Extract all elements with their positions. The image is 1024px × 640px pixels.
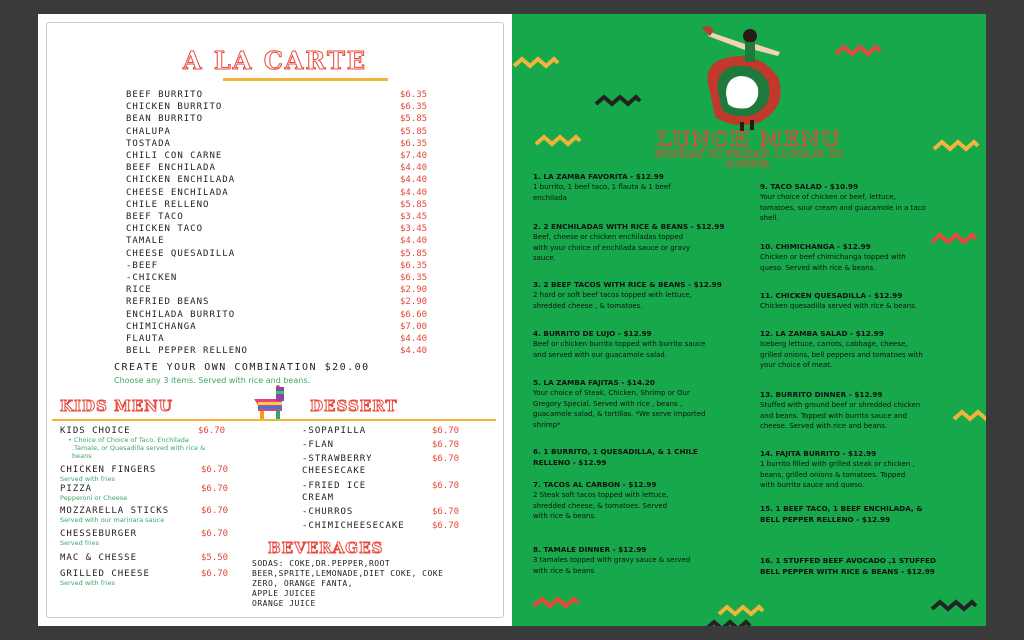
- kids-item-name: CHESSEBURGER: [60, 529, 138, 539]
- title-underline: [223, 78, 388, 81]
- dessert-item-price: $6.70: [432, 440, 460, 450]
- lunch-item-description: shredded cheese , & tomatoes.: [533, 301, 643, 310]
- beverage-line: APPLE JUICEE: [252, 589, 316, 598]
- dessert-item-price: $6.70: [432, 426, 460, 436]
- kids-item-note: Served with fries: [60, 579, 115, 587]
- menu-item-price: $4.40: [400, 346, 428, 357]
- beverage-line: BEER,SPRITE,LEMONADE,DIET COKE, COKE: [252, 569, 444, 578]
- menu-item-name: -CHICKEN: [126, 273, 178, 283]
- lunch-item-description: shredded cheese, & tomatoes. Served: [533, 501, 668, 510]
- lunch-item-description: with burrito sauce and queso.: [760, 481, 865, 489]
- lunch-item-description: shrimp*: [533, 420, 561, 429]
- lunch-item-description: Iceberg lettuce, carrots, cabbage, cheese,: [760, 340, 908, 348]
- lunch-item-heading: 11. CHICKEN QUESADILLA - $12.99: [760, 291, 903, 300]
- menu-item-name: CHILE RELLENO: [126, 199, 210, 210]
- menu-item-price: $7.40: [400, 151, 428, 161]
- lunch-menu-title: LUNCH MENU: [657, 127, 841, 151]
- menu-item-price: $6.35: [400, 260, 428, 271]
- dessert-item-name-line2: CREAM: [302, 493, 335, 503]
- lunch-item-description: enchilada: [533, 193, 567, 202]
- menu-item-name: RICE: [126, 285, 152, 296]
- lunch-item-heading: 9. TACO SALAD - $10.99: [760, 182, 859, 191]
- beverage-line: ORANGE JUICE: [252, 599, 316, 608]
- lunch-item-description: your choice of meat.: [760, 361, 833, 369]
- kids-item-note: Served fries: [60, 539, 99, 547]
- lunch-item-description: 3 tamales topped with gravy sauce & served: [533, 556, 691, 564]
- menu-item-price: $6.60: [400, 309, 428, 320]
- menu-item-price: $6.35: [400, 273, 428, 283]
- lunch-item-description: and served with our guacamole salad.: [533, 350, 667, 359]
- lunch-item-description: with rice & beans.: [533, 512, 597, 520]
- dessert-item-name: -CHIMICHEESECAKE: [302, 521, 405, 531]
- menu-item-name: CHALUPA: [126, 126, 171, 137]
- menu-item-name: CHICKEN TACO: [126, 224, 204, 235]
- menu-item-name: FLAUTA: [126, 334, 165, 344]
- zigzag-icon: [952, 409, 986, 423]
- lunch-item-heading: 2. 2 ENCHILADAS WITH RICE & BEANS - $12.99: [533, 222, 725, 231]
- lunch-item-heading: 15. 1 BEEF TACO, 1 BEEF ENCHILADA, &: [760, 504, 923, 513]
- lunch-hours-line1: MONDAY TO FRIDAY- 11:00A.M TO: [654, 149, 844, 160]
- a-la-carte-page: [38, 14, 512, 626]
- dessert-item-price: $6.70: [432, 507, 460, 517]
- lunch-item-heading: 1. LA ZAMBA FAVORITA - $12.99: [533, 172, 664, 181]
- menu-item-name: CHIMICHANGA: [126, 321, 197, 332]
- menu-item-price: $4.40: [400, 175, 428, 186]
- menu-item-price: $2.90: [400, 297, 428, 308]
- menu-item-name: CHEESE ENCHILADA: [126, 187, 229, 198]
- beverage-line: SODAS: COKE,DR.PEPPER,ROOT: [252, 559, 391, 568]
- menu-item-price: $5.85: [400, 248, 428, 259]
- menu-item-price: $5.85: [400, 199, 428, 210]
- lunch-item-description: tomatoes, sour cream and guacamole in a taco: [760, 203, 926, 212]
- dessert-item-name: -STRAWBERRY: [302, 454, 373, 464]
- zigzag-icon: [834, 44, 882, 58]
- menu-item-name: -BEEF: [126, 260, 159, 271]
- menu-item-name: BEEF ENCHILADA: [126, 163, 216, 174]
- lunch-hours-line2: 3:00P.M.: [725, 159, 773, 170]
- menu-item-name: BELL PEPPER RELLENO: [126, 346, 248, 357]
- kids-item-price: $6.70: [201, 529, 229, 539]
- kids-item-note: Served with our marinara sauce: [60, 516, 165, 524]
- zigzag-icon: [930, 232, 978, 246]
- menu-item-price: $4.40: [400, 236, 428, 247]
- beverages-title: BEVERAGES: [268, 539, 384, 557]
- menu-item-price: $2.90: [400, 285, 428, 296]
- lunch-item-description: with your choice of enchilada sauce or gravy: [533, 243, 691, 252]
- lunch-item-heading: 14. FAJITA BURRITO - $12.99: [760, 449, 877, 458]
- kids-item-note: • Choice of Choice of Taco, Enchilada: [68, 436, 189, 444]
- menu-item-name: CHEESE QUESADILLA: [126, 248, 236, 259]
- lunch-item-heading-line2: BELL PEPPER RELLENO - $12.99: [760, 515, 891, 524]
- lunch-item-description: Your choice of chicken or beef, lettuce,: [760, 193, 896, 201]
- kids-item-name: MOZZARELLA STICKS: [60, 506, 170, 516]
- kids-item-price: $6.70: [201, 484, 229, 494]
- kids-item-note: Served with fries: [60, 475, 115, 483]
- lunch-item-description: Your choice of Steak, Chicken, Shrimp or Our: [533, 389, 690, 397]
- lunch-menu-page: [512, 14, 986, 626]
- menu-item-price: $7.00: [400, 321, 428, 332]
- lunch-item-description: beans, grilled onions & tomatoes. Topped: [760, 470, 906, 479]
- kids-item-price: $6.70: [198, 426, 226, 436]
- menu-item-price: $4.40: [400, 334, 428, 344]
- menu-item-name: TOSTADA: [126, 138, 171, 149]
- lunch-item-description: 1 burrito filled with grilled steak or chicken ,: [760, 460, 915, 468]
- kids-item-price: $6.70: [201, 569, 229, 579]
- lunch-item-description: Gregory Special. Served with rice , beans ,: [533, 399, 683, 408]
- kids-item-name: GRILLED CHEESE: [60, 569, 150, 579]
- lunch-item-description: Stuffed with ground beef or shredded chicken: [760, 401, 921, 409]
- lunch-hours: [512, 150, 986, 170]
- kids-item-name: PIZZA: [60, 484, 93, 494]
- beverage-line: ZERO, ORANGE FANTA,: [252, 579, 354, 588]
- lunch-item-description: grilled onions, bell peppers and tomatoes with: [760, 350, 923, 359]
- dancer-illustration: [690, 22, 790, 134]
- section-divider: [52, 419, 496, 421]
- menu-item-name: BEEF TACO: [126, 212, 184, 222]
- zigzag-icon: [512, 56, 560, 70]
- lunch-item-description: with rice & beans: [533, 566, 595, 575]
- menu-item-name: CHICKEN BURRITO: [126, 102, 223, 113]
- menu-item-name: CHICKEN ENCHILADA: [126, 175, 236, 186]
- dessert-item-name-line2: CHEESECAKE: [302, 466, 367, 476]
- lunch-item-description: 2 hard or soft beef tacos topped with lettuce,: [533, 291, 692, 299]
- lunch-item-heading: 8. TAMALE DINNER - $12.99: [533, 545, 647, 554]
- zigzag-icon: [534, 134, 582, 148]
- dessert-item-name: -FLAN: [302, 440, 335, 450]
- lunch-item-heading: 10. CHIMICHANGA - $12.99: [760, 242, 871, 251]
- menu-item-name: BEEF BURRITO: [126, 90, 204, 100]
- lunch-item-description: shell.: [760, 214, 779, 222]
- combo-note: Choose any 3 items. Served with rice and beans.: [114, 376, 311, 385]
- menu-item-name: ENCHILADA BURRITO: [126, 309, 236, 320]
- kids-menu-title: KIDS MENU: [60, 397, 173, 415]
- lunch-item-description: guacamole salad, & tortillas. *We serve imported: [533, 410, 706, 418]
- kids-item-name: CHICKEN FINGERS: [60, 465, 157, 475]
- lunch-item-description: Chicken quesadilla served with rice & beans.: [760, 302, 918, 310]
- menu-item-name: REFRIED BEANS: [126, 297, 210, 308]
- kids-item-name: KIDS CHOICE: [60, 426, 131, 436]
- zigzag-icon: [930, 599, 978, 613]
- lunch-item-heading-line2: RELLENO - $12.99: [533, 458, 607, 467]
- lunch-item-description: 2 Steak soft tacos topped with lettuce,: [533, 491, 669, 499]
- lunch-item-heading: 12. LA ZAMBA SALAD - $12.99: [760, 329, 884, 338]
- pinata-icon: [252, 385, 292, 421]
- kids-item-price: $6.70: [201, 465, 229, 475]
- dessert-item-price: $6.70: [432, 454, 460, 464]
- zigzag-icon: [532, 596, 580, 610]
- kids-item-note: Pepperoni or Cheese: [60, 494, 128, 502]
- combo-offer: CREATE YOUR OWN COMBINATION $20.00: [114, 362, 370, 373]
- lunch-item-heading: 4. BURRITO DE LUJO - $12.99: [533, 329, 652, 338]
- kids-item-note: .Tamale, or Quesadilla served with rice &: [72, 444, 206, 452]
- menu-item-price: $4.40: [400, 163, 428, 174]
- menu-item-price: $6.35: [400, 138, 428, 149]
- dessert-title: DESSERT: [310, 397, 398, 415]
- lunch-item-description: Beef, cheese or chicken enchiladas topped: [533, 233, 684, 241]
- lunch-item-heading: 16. 1 STUFFED BEEF AVOCADO ,1 STUFFED: [760, 556, 937, 565]
- lunch-item-description: queso. Served with rice & beans.: [760, 263, 876, 272]
- lunch-item-heading: 5. LA ZAMBA FAJITAS - $14.20: [533, 378, 655, 387]
- menu-item-price: $5.85: [400, 114, 428, 125]
- kids-item-price: $5.50: [201, 553, 229, 563]
- menu-item-price: $3.45: [400, 212, 428, 222]
- menu-item-price: $3.45: [400, 224, 428, 235]
- lunch-item-heading: 3. 2 BEEF TACOS WITH RICE & BEANS - $12.99: [533, 280, 722, 289]
- dessert-item-price: $6.70: [432, 481, 460, 491]
- zigzag-icon: [704, 619, 752, 626]
- lunch-item-description: 1 burrito, 1 beef taco, 1 flauta & 1 beef: [533, 183, 671, 191]
- zigzag-icon: [717, 604, 765, 618]
- menu-item-name: CHILI CON CARNE: [126, 151, 223, 161]
- kids-item-note: beans: [72, 452, 92, 460]
- zigzag-icon: [594, 94, 642, 108]
- lunch-item-description: cheese. Served with rice and beans.: [760, 422, 888, 430]
- dessert-item-price: $6.70: [432, 521, 460, 531]
- lunch-item-heading: 6. 1 BURRITO, 1 QUESADILLA, & 1 CHILE: [533, 447, 698, 456]
- menu-item-price: $5.85: [400, 126, 428, 137]
- dessert-item-name: -FRIED ICE: [302, 481, 367, 491]
- kids-item-name: MAC & CHESSE: [60, 553, 138, 563]
- dessert-item-name: -SOPAPILLA: [302, 426, 367, 436]
- menu-item-price: $6.35: [400, 90, 428, 100]
- zigzag-icon: [932, 139, 980, 153]
- menu-item-name: BEAN BURRITO: [126, 114, 204, 125]
- lunch-item-heading-line2: BELL PEPPER WITH RICE & BEANS - $12.99: [760, 567, 935, 576]
- a-la-carte-title: A LA CARTE: [182, 46, 368, 75]
- lunch-item-description: Chicken or beef chimichanga topped with: [760, 253, 906, 261]
- lunch-item-description: sauce.: [533, 254, 556, 262]
- menu-item-price: $6.35: [400, 102, 428, 113]
- menu-item-price: $4.40: [400, 187, 428, 198]
- lunch-item-description: Beef or chicken burrito topped with burrito sauce: [533, 340, 706, 348]
- lunch-item-description: and beans. Topped with burrito sauce and: [760, 411, 907, 420]
- lunch-item-heading: 13. BURRITO DINNER - $12.99: [760, 390, 883, 399]
- menu-item-name: TAMALE: [126, 236, 165, 247]
- kids-item-price: $6.70: [201, 506, 229, 516]
- lunch-item-heading: 7. TACOS AL CARBON - $12.99: [533, 480, 657, 489]
- dessert-item-name: -CHURROS: [302, 507, 354, 517]
